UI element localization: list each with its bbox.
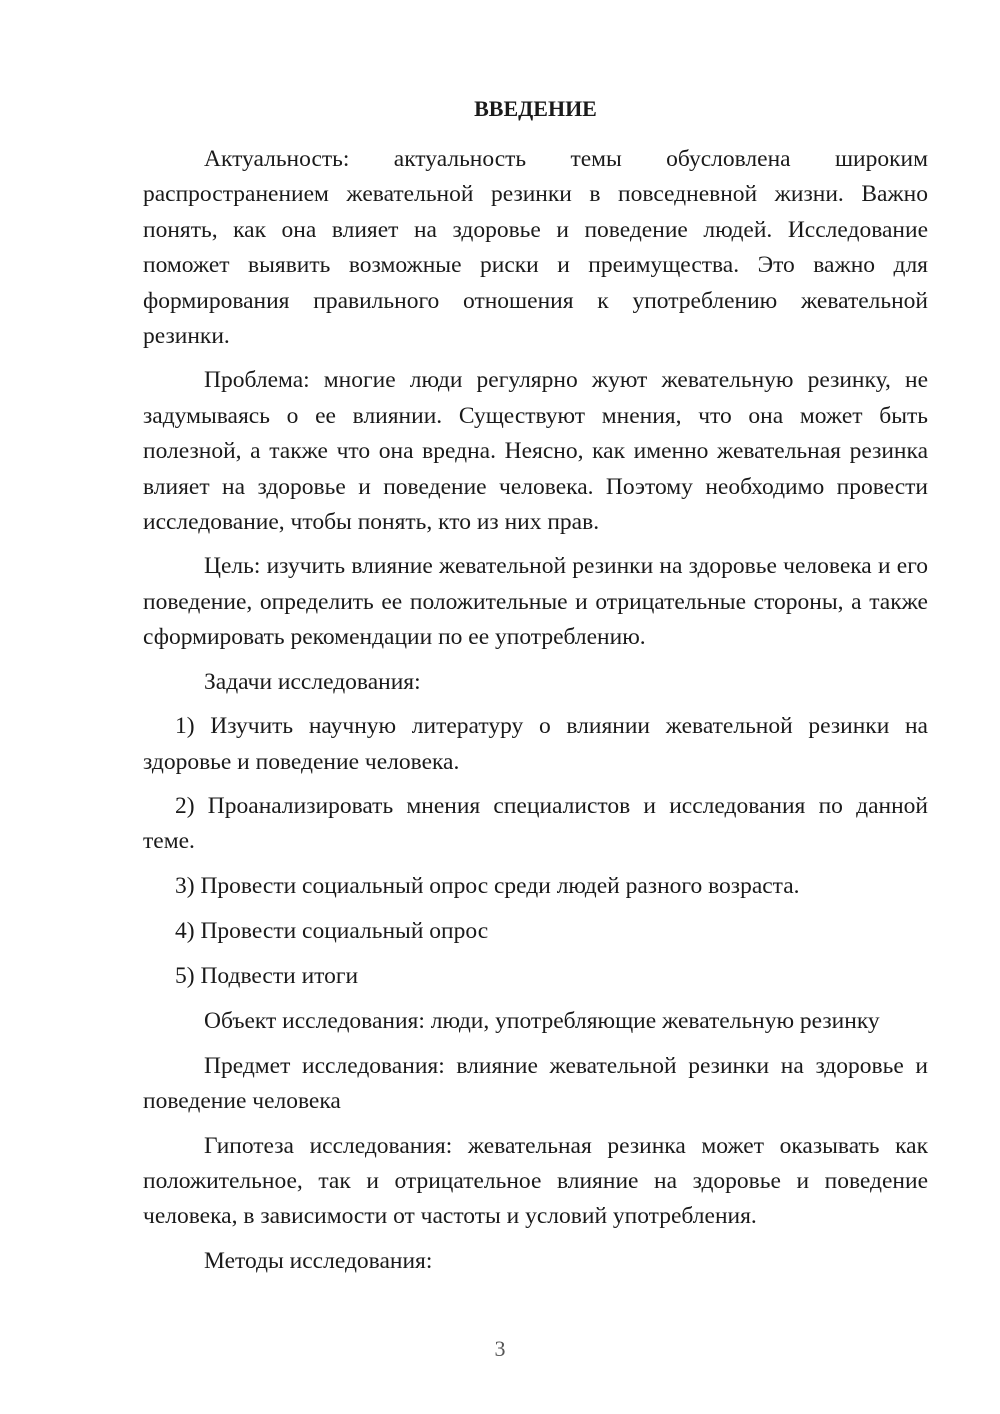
task-item-5: 5) Подвести итоги xyxy=(175,962,359,989)
task-item-4: 4) Провести социальный опрос xyxy=(175,917,489,944)
subject-paragraph: Предмет исследования: влияние жевательной резинки на здоровье и поведение человека xyxy=(143,1052,928,1115)
methods-paragraph: Методы исследования: xyxy=(204,1247,433,1274)
section-heading: ВВЕДЕНИЕ xyxy=(474,96,597,121)
document-page xyxy=(143,93,928,1289)
goal-paragraph: Цель: изучить влияние жевательной резинки на здоровье человека и его поведение, определить ее положительные и отрицательные стороны, а также сформировать рекомендации по ее употреблению. xyxy=(143,553,928,651)
tasks-heading: Задачи исследования: xyxy=(204,668,421,695)
problem-paragraph: Проблема: многие люди регулярно жуют жевательную резинку, не задумываясь о ее влиянии. Существуют мнения, что она может быть полезной, а также что она вредна. Неясно, как именно жевательная резинка влияет на здоровье и поведение человека. Поэтому необходимо провести исследование, чтобы понять, кто из них прав. xyxy=(143,367,928,536)
relevance-paragraph: Актуальность: актуальность темы обусловлена широким распространением жевательной резинки в повседневной жизни. Важно понять, как она влияет на здоровье и поведение людей. Исследование поможет выявить возможные риски и преимущества. Это важно для формирования правильного отношения к употреблению жевательной резинки. xyxy=(143,146,928,350)
object-paragraph: Объект исследования: люди, употребляющие жевательную резинку xyxy=(204,1007,880,1034)
task-item-1: 1) Изучить научную литературу о влиянии жевательной резинки на здоровье и поведение человека. xyxy=(143,713,928,775)
task-item-2: 2) Проанализировать мнения специалистов и исследования по данной теме. xyxy=(143,792,928,855)
page-number: 3 xyxy=(494,1336,506,1361)
hypothesis-paragraph: Гипотеза исследования: жевательная резинка может оказывать как положительное, так и отрицательное влияние на здоровье и поведение человека, в зависимости от частоты и условий употребления. xyxy=(143,1132,928,1230)
task-item-3: 3) Провести социальный опрос среди людей разного возраста. xyxy=(175,872,800,899)
